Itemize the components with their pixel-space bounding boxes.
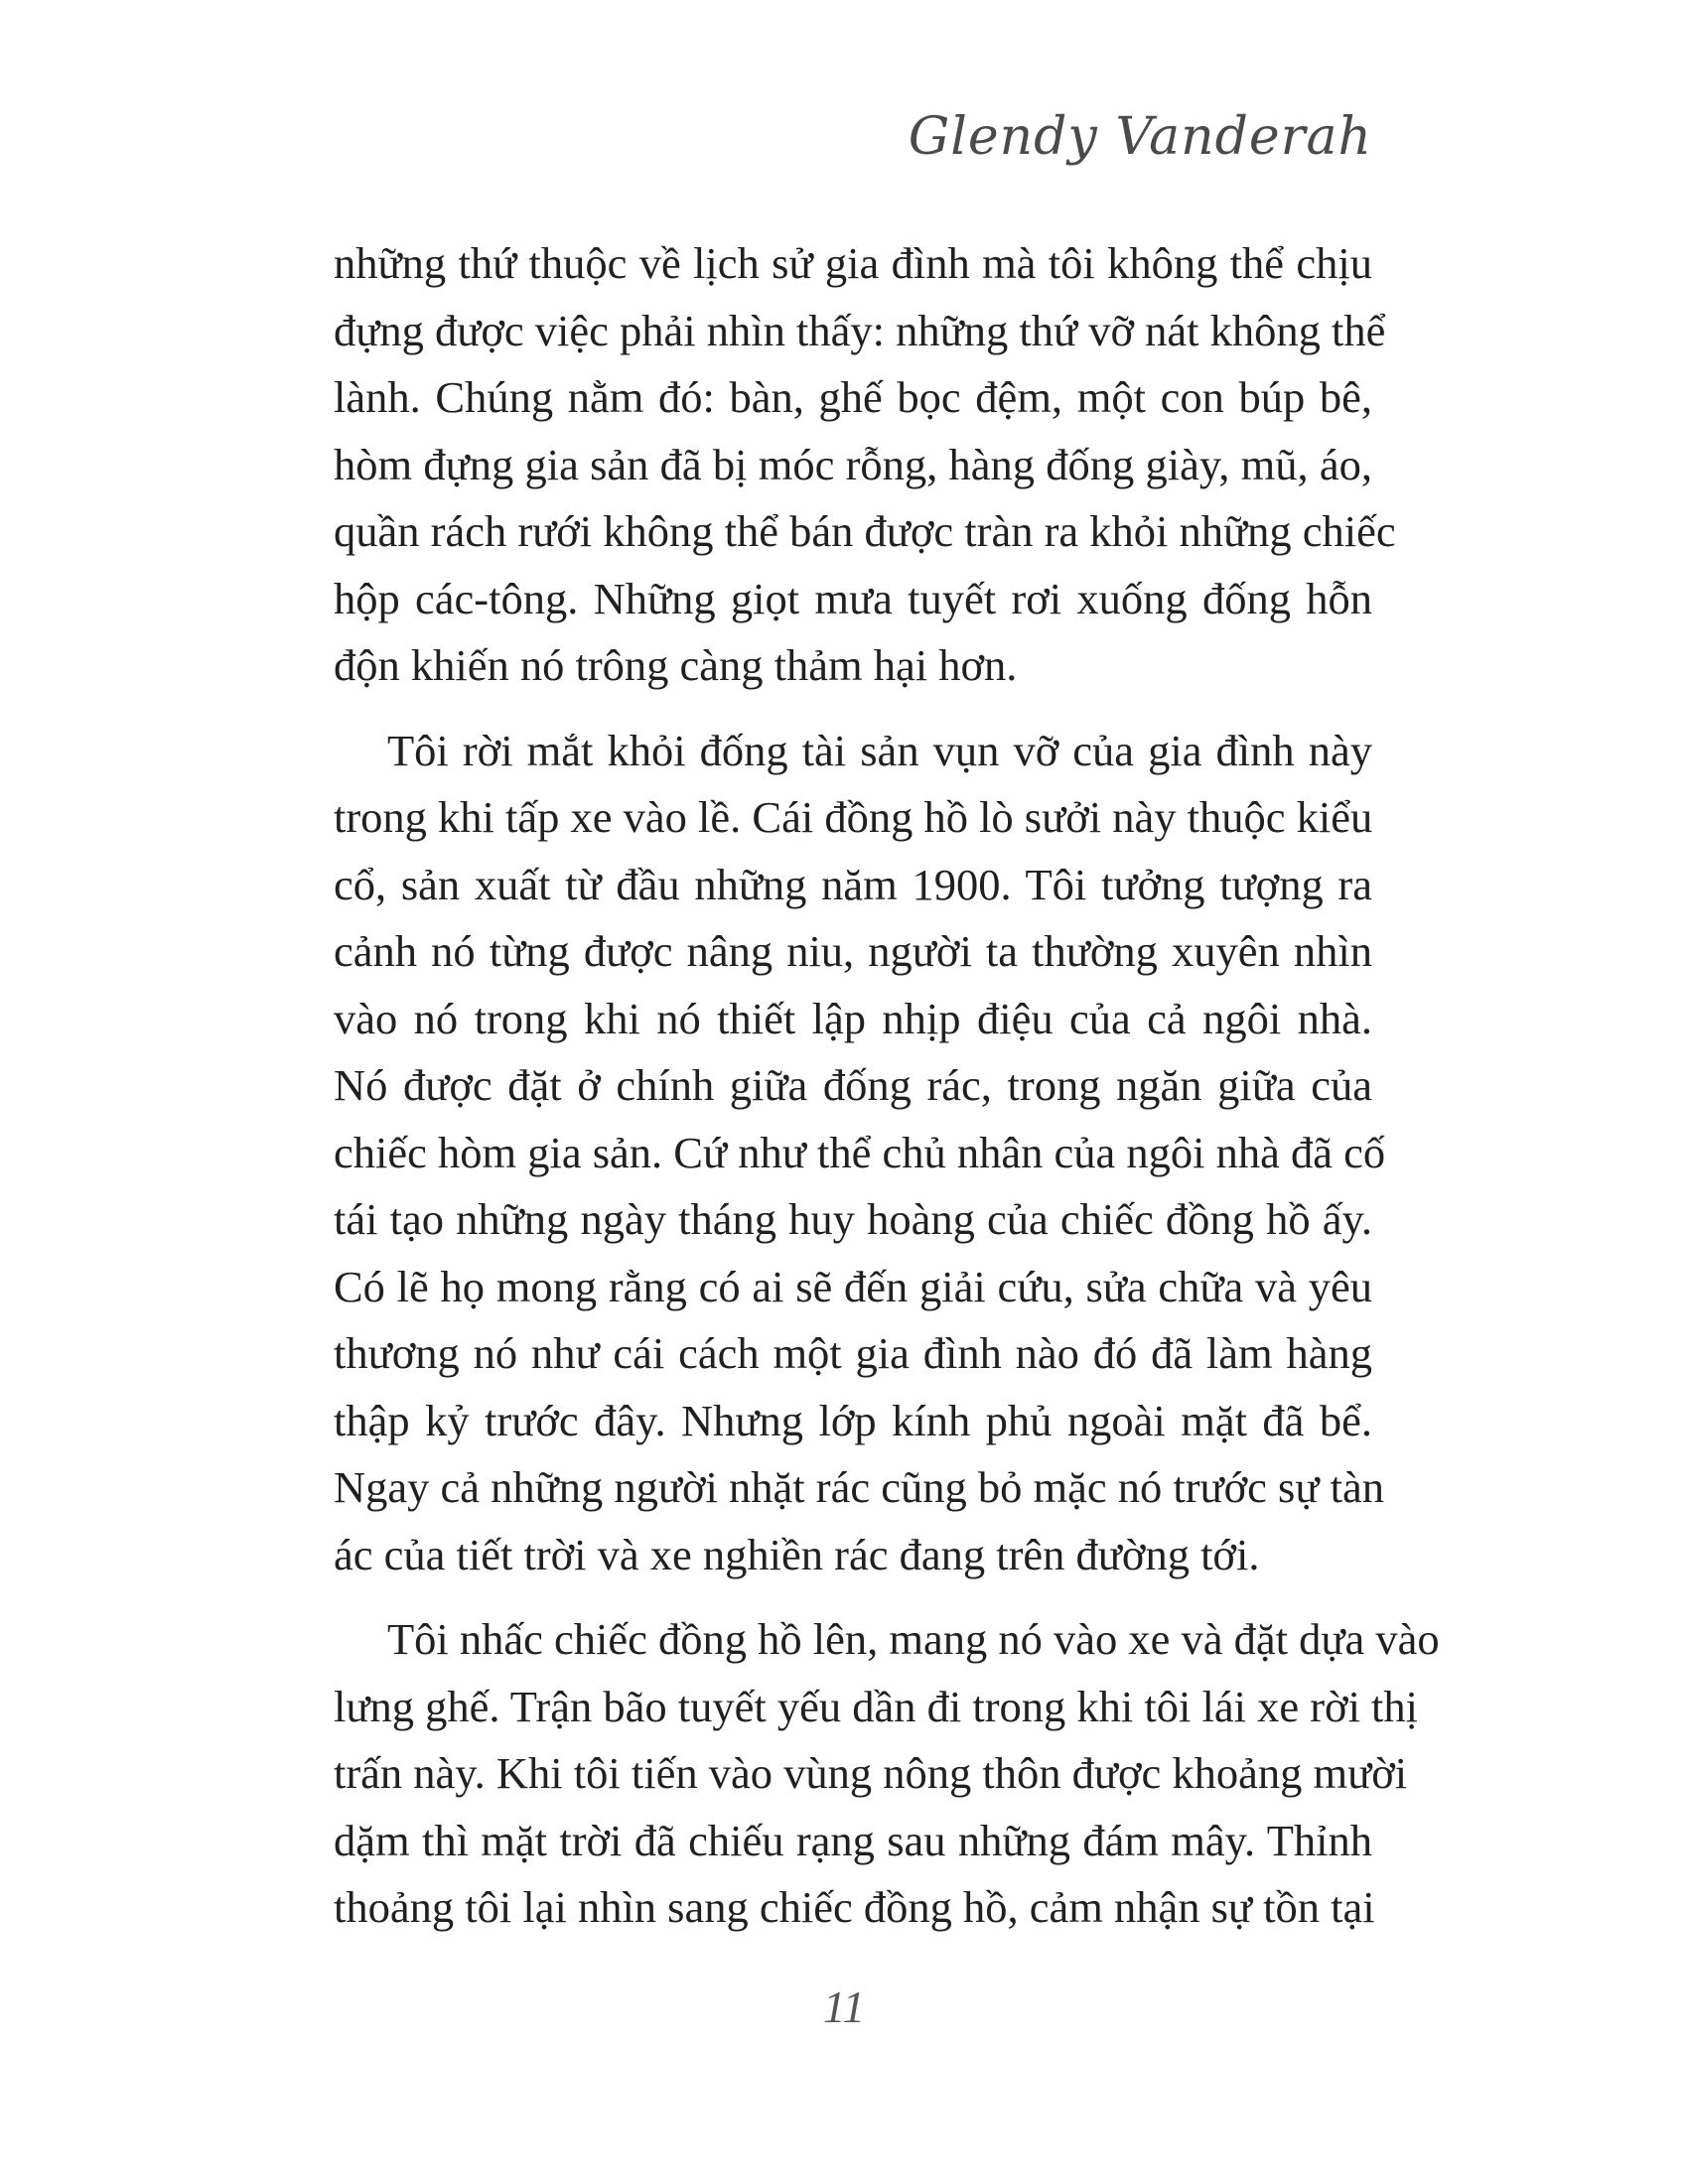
text-line: ác của tiết trời và xe nghiền rác đang trên đường tới. [334, 1529, 1260, 1579]
paragraph-3 [334, 1606, 1440, 1942]
text-line: Có lẽ họ mong rằng có ai sẽ đến giải cứu, sửa chữa và yêu [334, 1261, 1372, 1311]
page-number: 11 [822, 1981, 866, 2032]
paragraph-2 [334, 718, 1386, 1589]
text-line: độn khiến nó trông càng thảm hại hơn. [334, 640, 1018, 690]
paragraph-1 [334, 230, 1396, 700]
text-line: quần rách rưới không thể bán được tràn ra khỏi những chiếc [334, 506, 1396, 556]
text-line: những thứ thuộc về lịch sử gia đình mà tôi không thể chịu [334, 238, 1372, 288]
text-line: hộp các-tông. Những giọt mưa tuyết rơi xuống đống hỗn [334, 573, 1372, 623]
text-line: Tôi nhấc chiếc đồng hồ lên, mang nó vào xe và đặt dựa vào [387, 1614, 1440, 1664]
text-line: thương nó như cái cách một gia đình nào đó đã làm hàng [334, 1328, 1372, 1378]
text-line: Tôi rời mắt khỏi đống tài sản vụn vỡ của gia đình này [387, 725, 1372, 775]
text-line: trấn này. Khi tôi tiến vào vùng nông thôn được khoảng mười [334, 1748, 1408, 1798]
text-line: đựng được việc phải nhìn thấy: những thứ vỡ nát không thể [334, 305, 1386, 355]
text-line: cảnh nó từng được nâng niu, người ta thường xuyên nhìn [334, 926, 1372, 976]
text-line: thập kỷ trước đây. Nhưng lớp kính phủ ngoài mặt đã bể. [334, 1395, 1372, 1445]
text-line: dặm thì mặt trời đã chiếu rạng sau những đám mây. Thỉnh [334, 1815, 1372, 1865]
text-line: thoảng tôi lại nhìn sang chiếc đồng hồ, cảm nhận sự tồn tại [334, 1882, 1375, 1932]
running-header-author: Glendy Vanderah [908, 107, 1372, 167]
text-line: lưng ghế. Trận bão tuyết yếu dần đi trong khi tôi lái xe rời thị [334, 1681, 1419, 1731]
body-text [334, 230, 1440, 1942]
text-line: lành. Chúng nằm đó: bàn, ghế bọc đệm, một con búp bê, [334, 372, 1372, 422]
text-line: Nó được đặt ở chính giữa đống rác, trong ngăn giữa của [334, 1060, 1372, 1110]
text-line: cổ, sản xuất từ đầu những năm 1900. Tôi tưởng tượng ra [334, 859, 1372, 909]
text-line: hòm đựng gia sản đã bị móc rỗng, hàng đống giày, mũ, áo, [334, 439, 1372, 489]
text-line: vào nó trong khi nó thiết lập nhịp điệu của cả ngôi nhà. [334, 993, 1372, 1043]
text-line: tái tạo những ngày tháng huy hoàng của chiếc đồng hồ ấy. [334, 1194, 1372, 1244]
text-line: trong khi tấp xe vào lề. Cái đồng hồ lò sưởi này thuộc kiểu [334, 792, 1373, 842]
text-line: Ngay cả những người nhặt rác cũng bỏ mặc nó trước sự tàn [334, 1462, 1384, 1512]
text-line: chiếc hòm gia sản. Cứ như thể chủ nhân của ngôi nhà đã cố [334, 1127, 1386, 1177]
